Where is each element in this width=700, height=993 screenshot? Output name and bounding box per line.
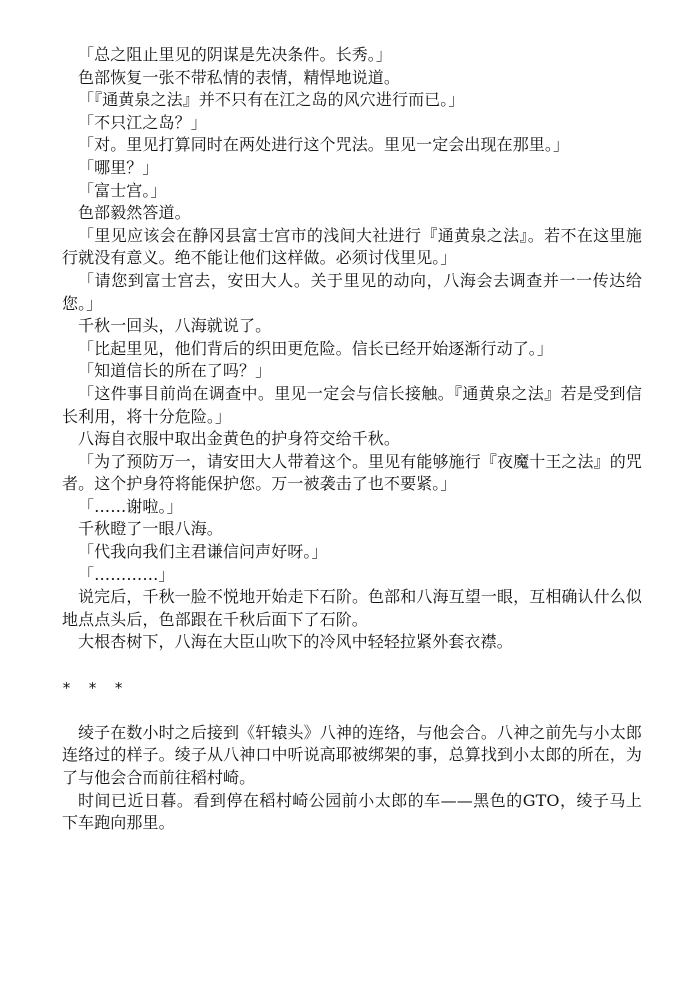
paragraph: 千秋一回头，八海就说了。 [78, 316, 272, 336]
text-section-2 [62, 722, 642, 835]
paragraph: 「总之阻止里见的阴谋是先决条件。长秀。」 [78, 45, 393, 64]
section-separator: * * * [62, 678, 128, 697]
spacer [62, 699, 642, 722]
spacer [62, 654, 642, 677]
paragraph: 「富士宫。」 [78, 180, 167, 200]
paragraph: 「……谢啦。」 [78, 496, 183, 516]
paragraph: 八海自衣服中取出金黄色的护身符交给千秋。 [78, 429, 401, 449]
paragraph: 「对。里见打算同时在两处进行这个咒法。里见一定会出现在那里。」 [78, 135, 570, 155]
paragraph: 「为了预防万一，请安田大人带着这个。里见有能够施行『夜魔十王之法』的咒者。这个护身符将能保护您。万一被袭击了也不要紧。」 [62, 451, 642, 494]
paragraph: 色部毅然答道。 [78, 203, 191, 223]
paragraph: 说完后，千秋一脸不悦地开始走下石阶。色部和八海互望一眼，互相确认什么似地点点头后，色部跟在千秋后面下了石阶。 [62, 587, 642, 629]
paragraph: 绫子在数小时之后接到《轩辕头》八神的连络，与他会合。八神之前先与小太郎连络过的样子。绫子从八神口中听说高耶被绑架的事，总算找到小太郎的所在，为了与他会合而前往稻村崎。 [62, 722, 642, 787]
paragraph: 「比起里见，他们背后的织田更危险。信长已经开始逐渐行动了。」 [78, 338, 554, 358]
paragraph: 色部恢复一张不带私情的表情，精悍地说道。 [78, 67, 401, 87]
paragraph: 「『通黄泉之法』并不只有在江之岛的风穴进行而已。」 [78, 90, 465, 110]
text-section-1 [62, 44, 642, 654]
paragraph: 大根杏树下，八海在大臣山吹下的冷风中轻轻拉紧外套衣襟。 [78, 632, 513, 652]
paragraph: 「代我向我们主君谦信问声好呀。」 [78, 542, 328, 562]
paragraph: 「里见应该会在静冈县富士宫市的浅间大社进行『通黄泉之法』。若不在这里施行就没有意义。绝不能让他们这样做。必须讨伐里见。」 [62, 225, 642, 268]
paragraph: 「不只江之岛？」 [78, 112, 207, 132]
paragraph: 「…………」 [78, 564, 175, 584]
paragraph: 「知道信长的所在了吗？」 [78, 361, 272, 381]
paragraph: 「哪里？」 [78, 157, 159, 177]
document-page [62, 44, 642, 835]
paragraph: 时间已近日暮。看到停在稻村崎公园前小太郎的车——黑色的GTO，绫子马上下车跑向那里。 [62, 790, 642, 833]
paragraph: 千秋瞪了一眼八海。 [78, 519, 223, 539]
paragraph: 「请您到富士宫去，安田大人。关于里见的动向，八海会去调查并一一传达给您。」 [62, 270, 642, 313]
paragraph: 「这件事目前尚在调查中。里见一定会与信长接触。『通黄泉之法』若是受到信长利用，将十分危险。」 [62, 383, 642, 426]
